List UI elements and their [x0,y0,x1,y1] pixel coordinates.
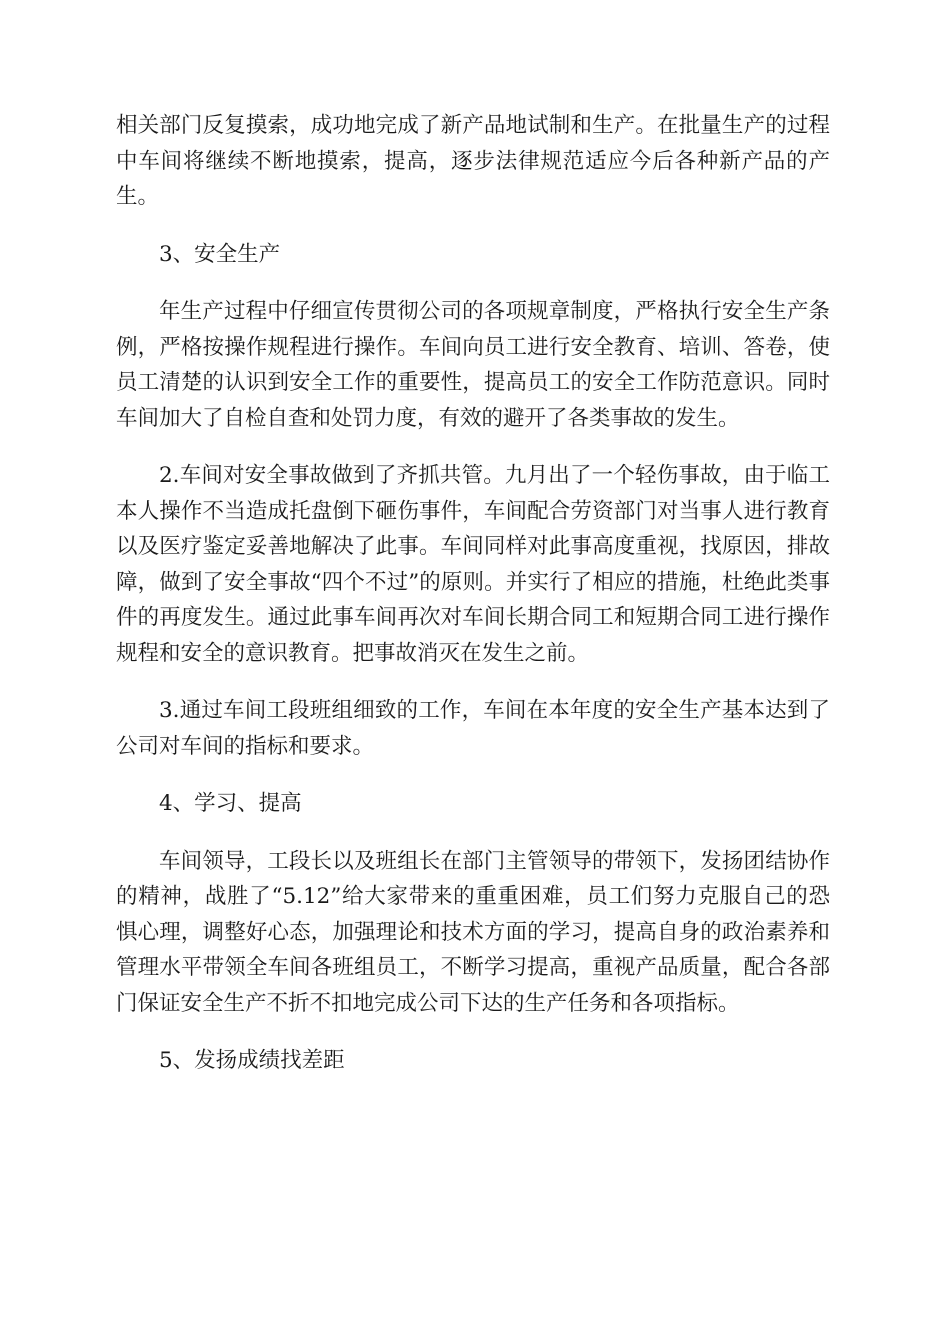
paragraph-safety-rules: 年生产过程中仔细宣传贯彻公司的各项规章制度，严格执行安全生产条例，严格按操作规程进行操作。车间向员工进行安全教育、培训、答卷，使员工清楚的认识到安全工作的重要性，提高员工的安全工作防范意识。同时车间加大了自检自查和处罚力度，有效的避开了各类事故的发生。 [116,299,830,431]
paragraph-continuation: 相关部门反复摸索，成功地完成了新产品地试制和生产。在批量生产的过程中车间将继续不断地摸索，提高，逐步法律规范适应今后各种新产品的产生。 [116,113,830,209]
section-heading-learning: 4、学习、提高 [159,791,302,816]
paragraph-learning: 车间领导，工段长以及班组长在部门主管领导的带领下，发扬团结协作的精神，战胜了“5.12”给大家带来的重重困难，员工们努力克服自己的恐惧心理，调整好心态，加强理论和技术方面的学习，提高自身的政治素养和管理水平带领全车间各班组员工，不断学习提高，重视产品质量，配合各部门保证安全生产不折不扣地完成公司下达的生产任务和各项指标。 [116,848,830,1016]
section-heading-safety: 3、安全生产 [159,241,281,267]
paragraph-safety-incident: 2.车间对安全事故做到了齐抓共管。九月出了一个轻伤事故，由于临工本人操作不当造成托盘倒下砸伤事件，车间配合劳资部门对当事人进行教育以及医疗鉴定妥善地解决了此事。车间同样对此事高度重视，找原因，排故障，做到了安全事故“四个不过”的原则。并实行了相应的措施，杜绝此类事件的再度发生。通过此事车间再次对车间长期合同工和短期合同工进行操作规程和安全的意识教育。把事故消灭在发生之前。 [116,463,830,666]
section-heading-achievements: 5、发扬成绩找差距 [159,1048,345,1073]
paragraph-safety-result: 3.通过车间工段班组细致的工作，车间在本年度的安全生产基本达到了公司对车间的指标和要求。 [116,698,830,759]
document-body [116,108,830,1101]
